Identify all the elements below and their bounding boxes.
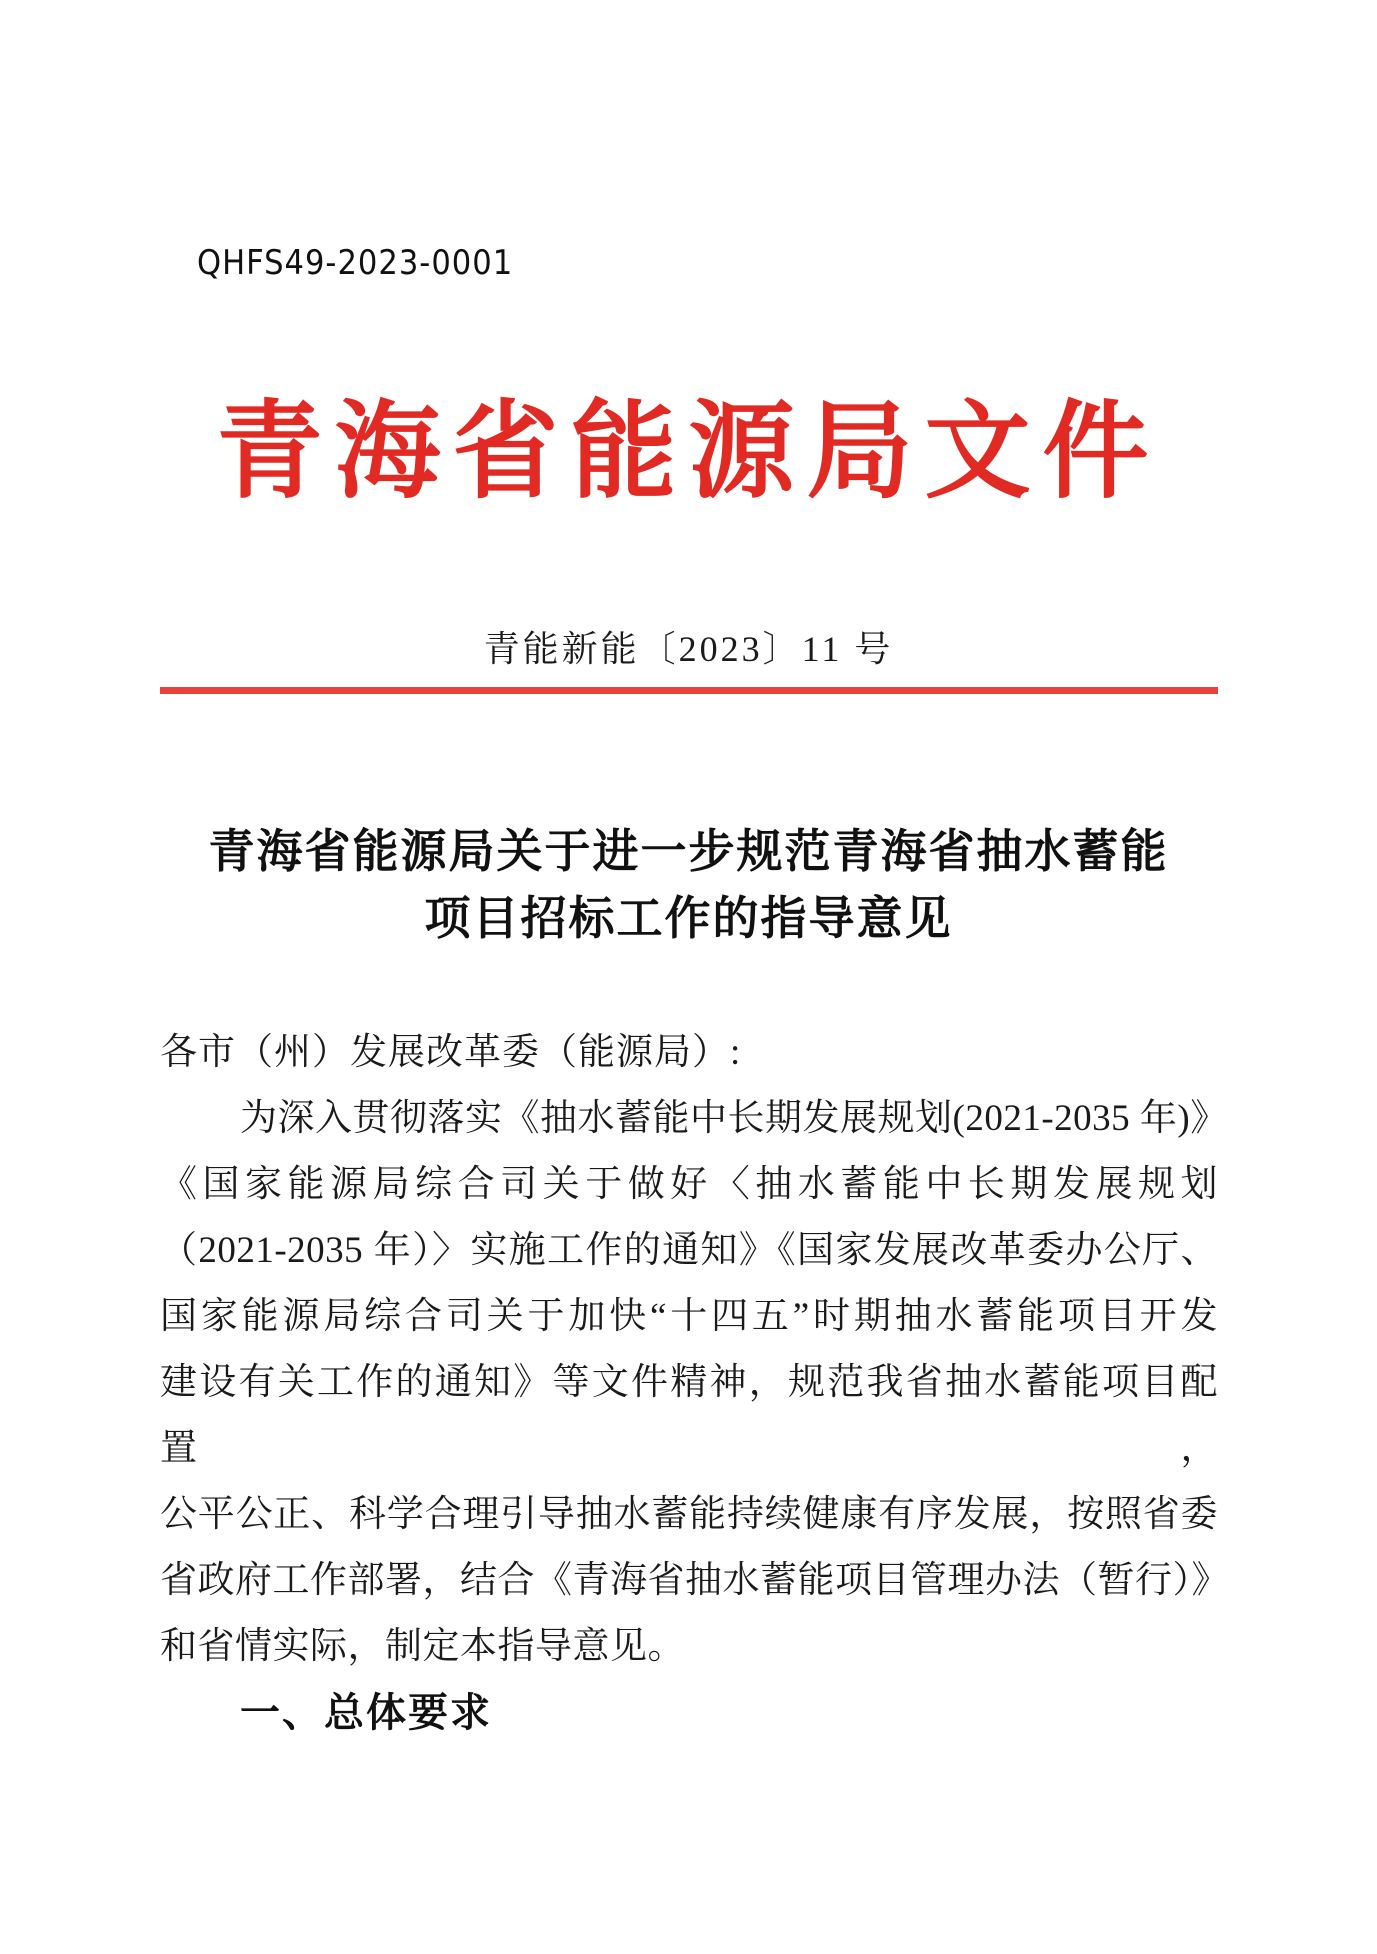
document-body — [160, 1020, 1229, 1746]
paragraph-line: 公平公正、科学合理引导抽水蓄能持续健康有序发展，按照省委 — [160, 1494, 1218, 1535]
paragraph-line: 国家能源局综合司关于加快“十四五”时期抽水蓄能项目开发 — [160, 1296, 1218, 1337]
red-divider-rule — [160, 687, 1218, 694]
agency-banner-title: 青海省能源局文件 — [216, 394, 1161, 511]
document-code: QHFS49-2023-0001 — [197, 243, 514, 283]
document-reference-number: 青能新能〔2023〕11 号 — [483, 629, 894, 669]
paragraph-line: 建设有关工作的通知》等文件精神，规范我省抽水蓄能项目配置， — [160, 1362, 1218, 1469]
paragraph-line: 和省情实际，制定本指导意见。 — [160, 1626, 685, 1667]
document-title — [0, 818, 1377, 952]
section-heading: 一、总体要求 — [240, 1691, 492, 1735]
paragraph-line: （2021-2035 年）〉实施工作的通知》《国家发展改革委办公厅、 — [160, 1230, 1218, 1271]
salutation-line: 各市（州）发展改革委（能源局）: — [160, 1032, 742, 1073]
document-title-line-2: 项目招标工作的指导意见 — [424, 893, 953, 944]
paragraph-line: 省政府工作部署，结合《青海省抽水蓄能项目管理办法（暂行）》 — [160, 1560, 1229, 1601]
paragraph-line: 为深入贯彻落实《抽水蓄能中长期发展规划(2021-2035 年)》 — [240, 1098, 1228, 1139]
document-title-line-1: 青海省能源局关于进一步规范青海省抽水蓄能 — [208, 826, 1169, 877]
paragraph-line: 《国家能源局综合司关于做好〈抽水蓄能中长期发展规划 — [160, 1164, 1218, 1205]
body-paragraph — [160, 1086, 1229, 1680]
